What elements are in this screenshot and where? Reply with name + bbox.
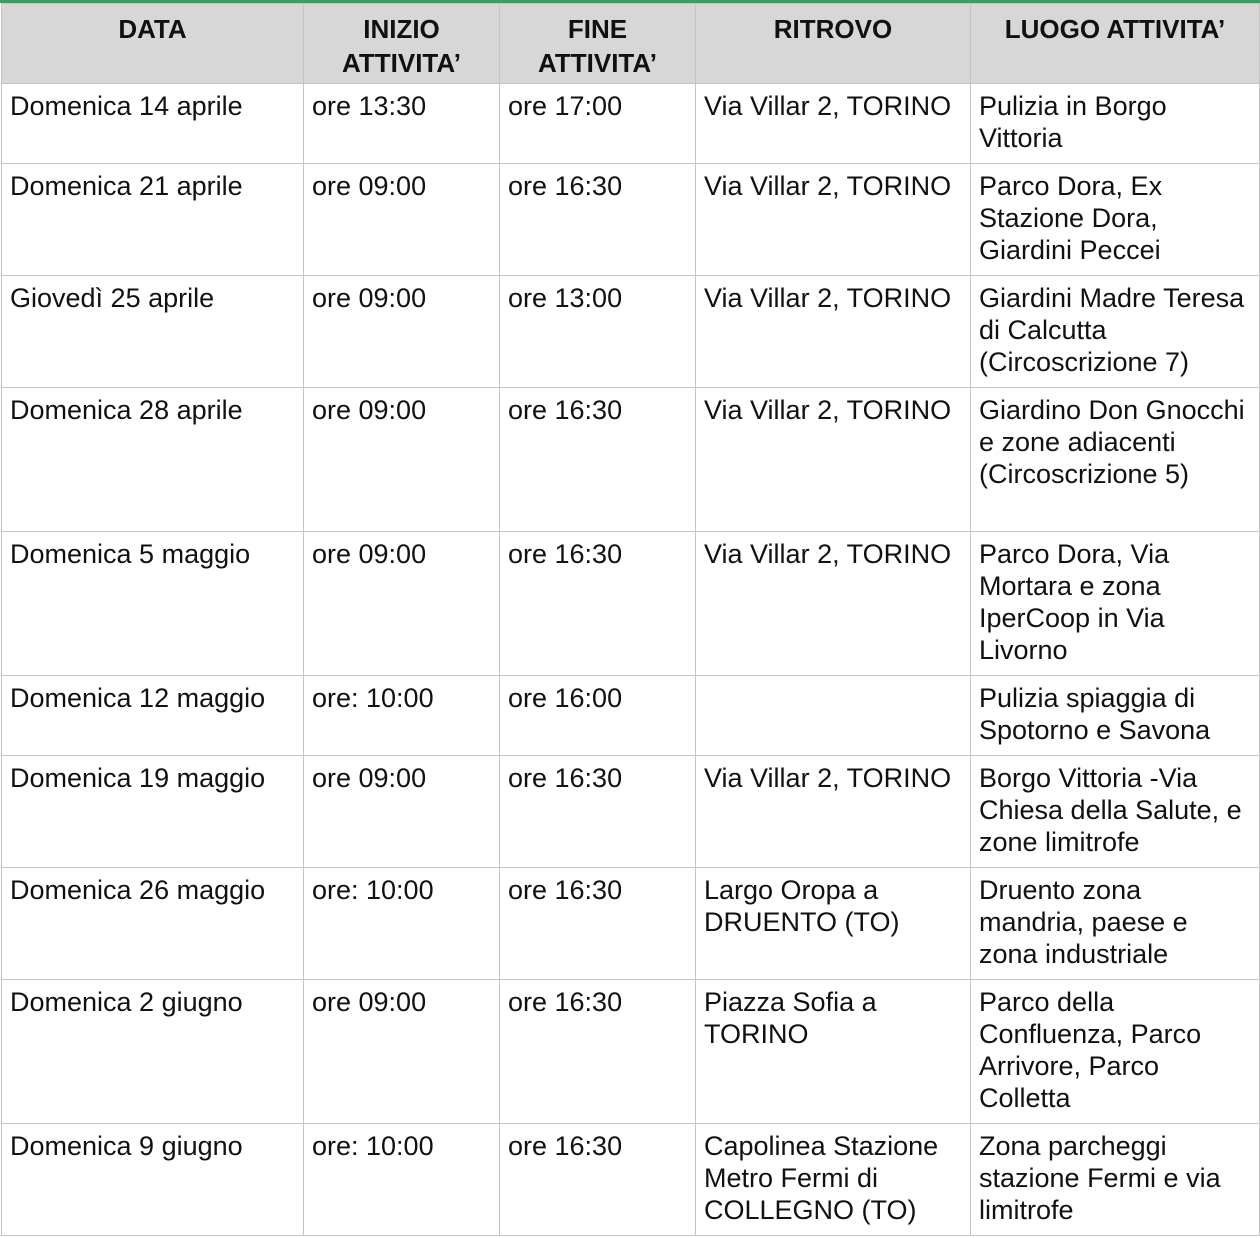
cell-inizio: ore 09:00 <box>304 756 500 868</box>
cell-inizio: ore: 10:00 <box>304 868 500 980</box>
cell-inizio: ore 09:00 <box>304 532 500 676</box>
cell-ritrovo: Capolinea Stazione Metro Fermi di COLLEGNO (TO) <box>696 1124 971 1236</box>
table-row <box>2 164 1260 276</box>
table-row <box>2 84 1260 164</box>
cell-luogo: Parco Dora, Via Mortara e zona IperCoop in Via Livorno <box>971 532 1260 676</box>
cell-inizio: ore 09:00 <box>304 980 500 1124</box>
table-row <box>2 1124 1260 1236</box>
header-fine-attivita: FINE ATTIVITA’ <box>500 4 696 84</box>
cell-luogo: Borgo Vittoria -Via Chiesa della Salute, e zone limitrofe <box>971 756 1260 868</box>
header-ritrovo: RITROVO <box>696 4 971 84</box>
cell-inizio: ore 09:00 <box>304 164 500 276</box>
cell-fine: ore 16:00 <box>500 676 696 756</box>
cell-inizio: ore: 10:00 <box>304 676 500 756</box>
cell-ritrovo <box>696 676 971 756</box>
cell-luogo: Pulizia in Borgo Vittoria <box>971 84 1260 164</box>
cell-luogo: Giardini Madre Teresa di Calcutta (Circoscrizione 7) <box>971 276 1260 388</box>
header-inizio-attivita: INIZIO ATTIVITA’ <box>304 4 500 84</box>
cell-data: Domenica 21 aprile <box>2 164 304 276</box>
table-row <box>2 388 1260 532</box>
cell-ritrovo: Piazza Sofia a TORINO <box>696 980 971 1124</box>
cell-inizio: ore: 10:00 <box>304 1124 500 1236</box>
table-row <box>2 276 1260 388</box>
table-row <box>2 532 1260 676</box>
cell-inizio: ore 09:00 <box>304 276 500 388</box>
cell-ritrovo: Via Villar 2, TORINO <box>696 532 971 676</box>
cell-luogo: Parco Dora, Ex Stazione Dora, Giardini Peccei <box>971 164 1260 276</box>
table-row <box>2 868 1260 980</box>
header-luogo-attivita: LUOGO ATTIVITA’ <box>971 4 1260 84</box>
cell-ritrovo: Largo Oropa a DRUENTO (TO) <box>696 868 971 980</box>
cell-fine: ore 16:30 <box>500 388 696 532</box>
cell-fine: ore 17:00 <box>500 84 696 164</box>
table-row <box>2 980 1260 1124</box>
cell-data: Domenica 28 aprile <box>2 388 304 532</box>
cell-data: Domenica 14 aprile <box>2 84 304 164</box>
cell-ritrovo: Via Villar 2, TORINO <box>696 276 971 388</box>
cell-fine: ore 16:30 <box>500 164 696 276</box>
schedule-table <box>1 3 1260 1236</box>
cell-luogo: Pulizia spiaggia di Spotorno e Savona <box>971 676 1260 756</box>
header-row <box>2 4 1260 84</box>
cell-ritrovo: Via Villar 2, TORINO <box>696 388 971 532</box>
cell-luogo: Druento zona mandria, paese e zona industriale <box>971 868 1260 980</box>
cell-fine: ore 13:00 <box>500 276 696 388</box>
table-row <box>2 676 1260 756</box>
table-row <box>2 756 1260 868</box>
cell-ritrovo: Via Villar 2, TORINO <box>696 164 971 276</box>
cell-fine: ore 16:30 <box>500 868 696 980</box>
cell-ritrovo: Via Villar 2, TORINO <box>696 756 971 868</box>
cell-data: Giovedì 25 aprile <box>2 276 304 388</box>
cell-inizio: ore 09:00 <box>304 388 500 532</box>
cell-data: Domenica 12 maggio <box>2 676 304 756</box>
cell-data: Domenica 5 maggio <box>2 532 304 676</box>
cell-fine: ore 16:30 <box>500 1124 696 1236</box>
cell-data: Domenica 26 maggio <box>2 868 304 980</box>
cell-luogo: Parco della Confluenza, Parco Arrivore, Parco Colletta <box>971 980 1260 1124</box>
cell-data: Domenica 9 giugno <box>2 1124 304 1236</box>
cell-fine: ore 16:30 <box>500 756 696 868</box>
cell-inizio: ore 13:30 <box>304 84 500 164</box>
cell-data: Domenica 19 maggio <box>2 756 304 868</box>
cell-fine: ore 16:30 <box>500 532 696 676</box>
cell-ritrovo: Via Villar 2, TORINO <box>696 84 971 164</box>
cell-data: Domenica 2 giugno <box>2 980 304 1124</box>
cell-luogo: Giardino Don Gnocchi e zone adiacenti (Circoscrizione 5) <box>971 388 1260 532</box>
cell-fine: ore 16:30 <box>500 980 696 1124</box>
header-data: DATA <box>2 4 304 84</box>
cell-luogo: Zona parcheggi stazione Fermi e via limitrofe <box>971 1124 1260 1236</box>
